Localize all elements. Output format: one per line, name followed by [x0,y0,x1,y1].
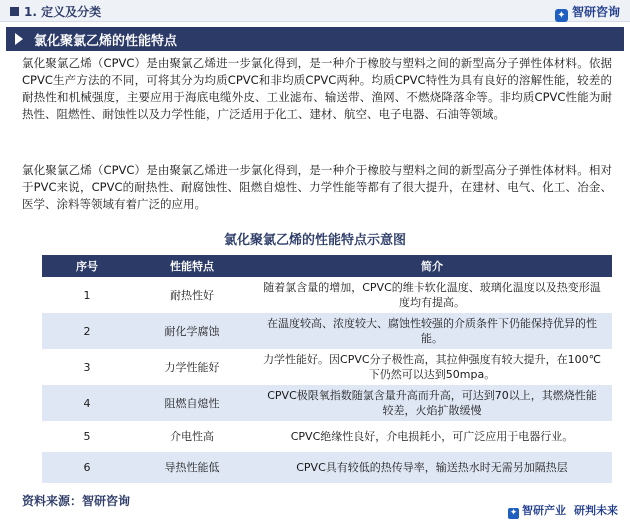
top-bar [0,0,630,22]
header-desc: 简介 [252,255,612,277]
row-no: 2 [42,313,132,349]
footer-brand-right: 研判未来 [574,504,618,517]
header-no: 序号 [42,255,132,277]
paragraph-1: 氯化聚氯乙烯（CPVC）是由聚氯乙烯进一步氯化得到，是一种介于橡胶与塑料之间的新型高分子弹性体材料。依据CPVC生产方法的不同，可将其分为均质CPVC和非均质CPVC两种。均质CPVC特性为具有良好的溶解性能，较差的耐热性和机械强度，主要应用于海底电缆外皮、工业滤布、输送带、渔网、不燃烧降落伞等。非均质CPVC性能为耐热性、阻燃性、耐蚀性以及力学性能，广泛适用于化工、建材、航空、电子电器、石油等领域。 [22,56,612,121]
source-note: 资料来源：智研咨询 [22,494,131,508]
row-no: 3 [42,349,132,385]
brand [555,3,620,22]
row-no: 5 [42,421,132,452]
row-feature: 耐化学腐蚀 [132,313,252,349]
row-feature: 力学性能好 [132,349,252,385]
triangle-arrow-icon [15,33,23,45]
features-table [42,255,612,483]
row-no: 1 [42,277,132,313]
table-row [42,277,612,313]
section-label-text: 1. 定义及分类 [24,5,102,19]
section-label [10,3,101,20]
footer-brand-left: 智研产业 [522,504,566,517]
table-header-row [42,255,612,277]
row-no: 4 [42,385,132,421]
brand-logo-icon: ✦ [555,9,568,22]
row-feature: 阻燃自熄性 [132,385,252,421]
row-desc: CPVC具有较低的热传导率，输送热水时无需另加隔热层 [252,452,612,483]
table-row [42,452,612,483]
table-row [42,421,612,452]
title-bar [6,27,624,51]
row-desc: 随着氯含量的增加，CPVC的维卡软化温度、玻璃化温度以及热变形温度均有提高。 [252,277,612,313]
table-row [42,313,612,349]
table-row [42,385,612,421]
footer-logo-icon: ✦ [509,508,518,518]
header-feature: 性能特点 [132,255,252,277]
row-desc: CPVC极限氧指数随氯含量升高而升高，可达到70以上，其燃烧性能较差，火焰扩散缓慢 [252,385,612,421]
table-row [42,349,612,385]
page-title: 氯化聚氯乙烯的性能特点 [34,34,178,49]
paragraph-2: 氯化聚氯乙烯（CPVC）是由聚氯乙烯进一步氯化得到，是一种介于橡胶与塑料之间的新型高分子弹性体材料。相对于PVC来说，CPVC的耐热性、耐腐蚀性、阻燃自熄性、力学性能等都有了很大提升，在建材、电气、化工、冶金、医学、涂料等领域有着广泛的应用。 [22,163,612,211]
row-feature: 导热性能低 [132,452,252,483]
row-feature: 耐热性好 [132,277,252,313]
row-desc: 在温度较高、浓度较大、腐蚀性较强的介质条件下仍能保持优异的性能。 [252,313,612,349]
row-desc: 力学性能好。因CPVC分子极性高，其拉伸强度有较大提升，在100℃下仍然可以达到50mpa。 [252,349,612,385]
row-desc: CPVC绝缘性良好，介电损耗小，可广泛应用于电器行业。 [252,421,612,452]
row-feature: 介电性高 [132,421,252,452]
footer-brand [508,502,618,519]
brand-text: 智研咨询 [571,5,620,19]
square-bullet-icon [10,7,19,16]
table-title: 氯化聚氯乙烯的性能特点示意图 [223,233,406,248]
row-no: 6 [42,452,132,483]
